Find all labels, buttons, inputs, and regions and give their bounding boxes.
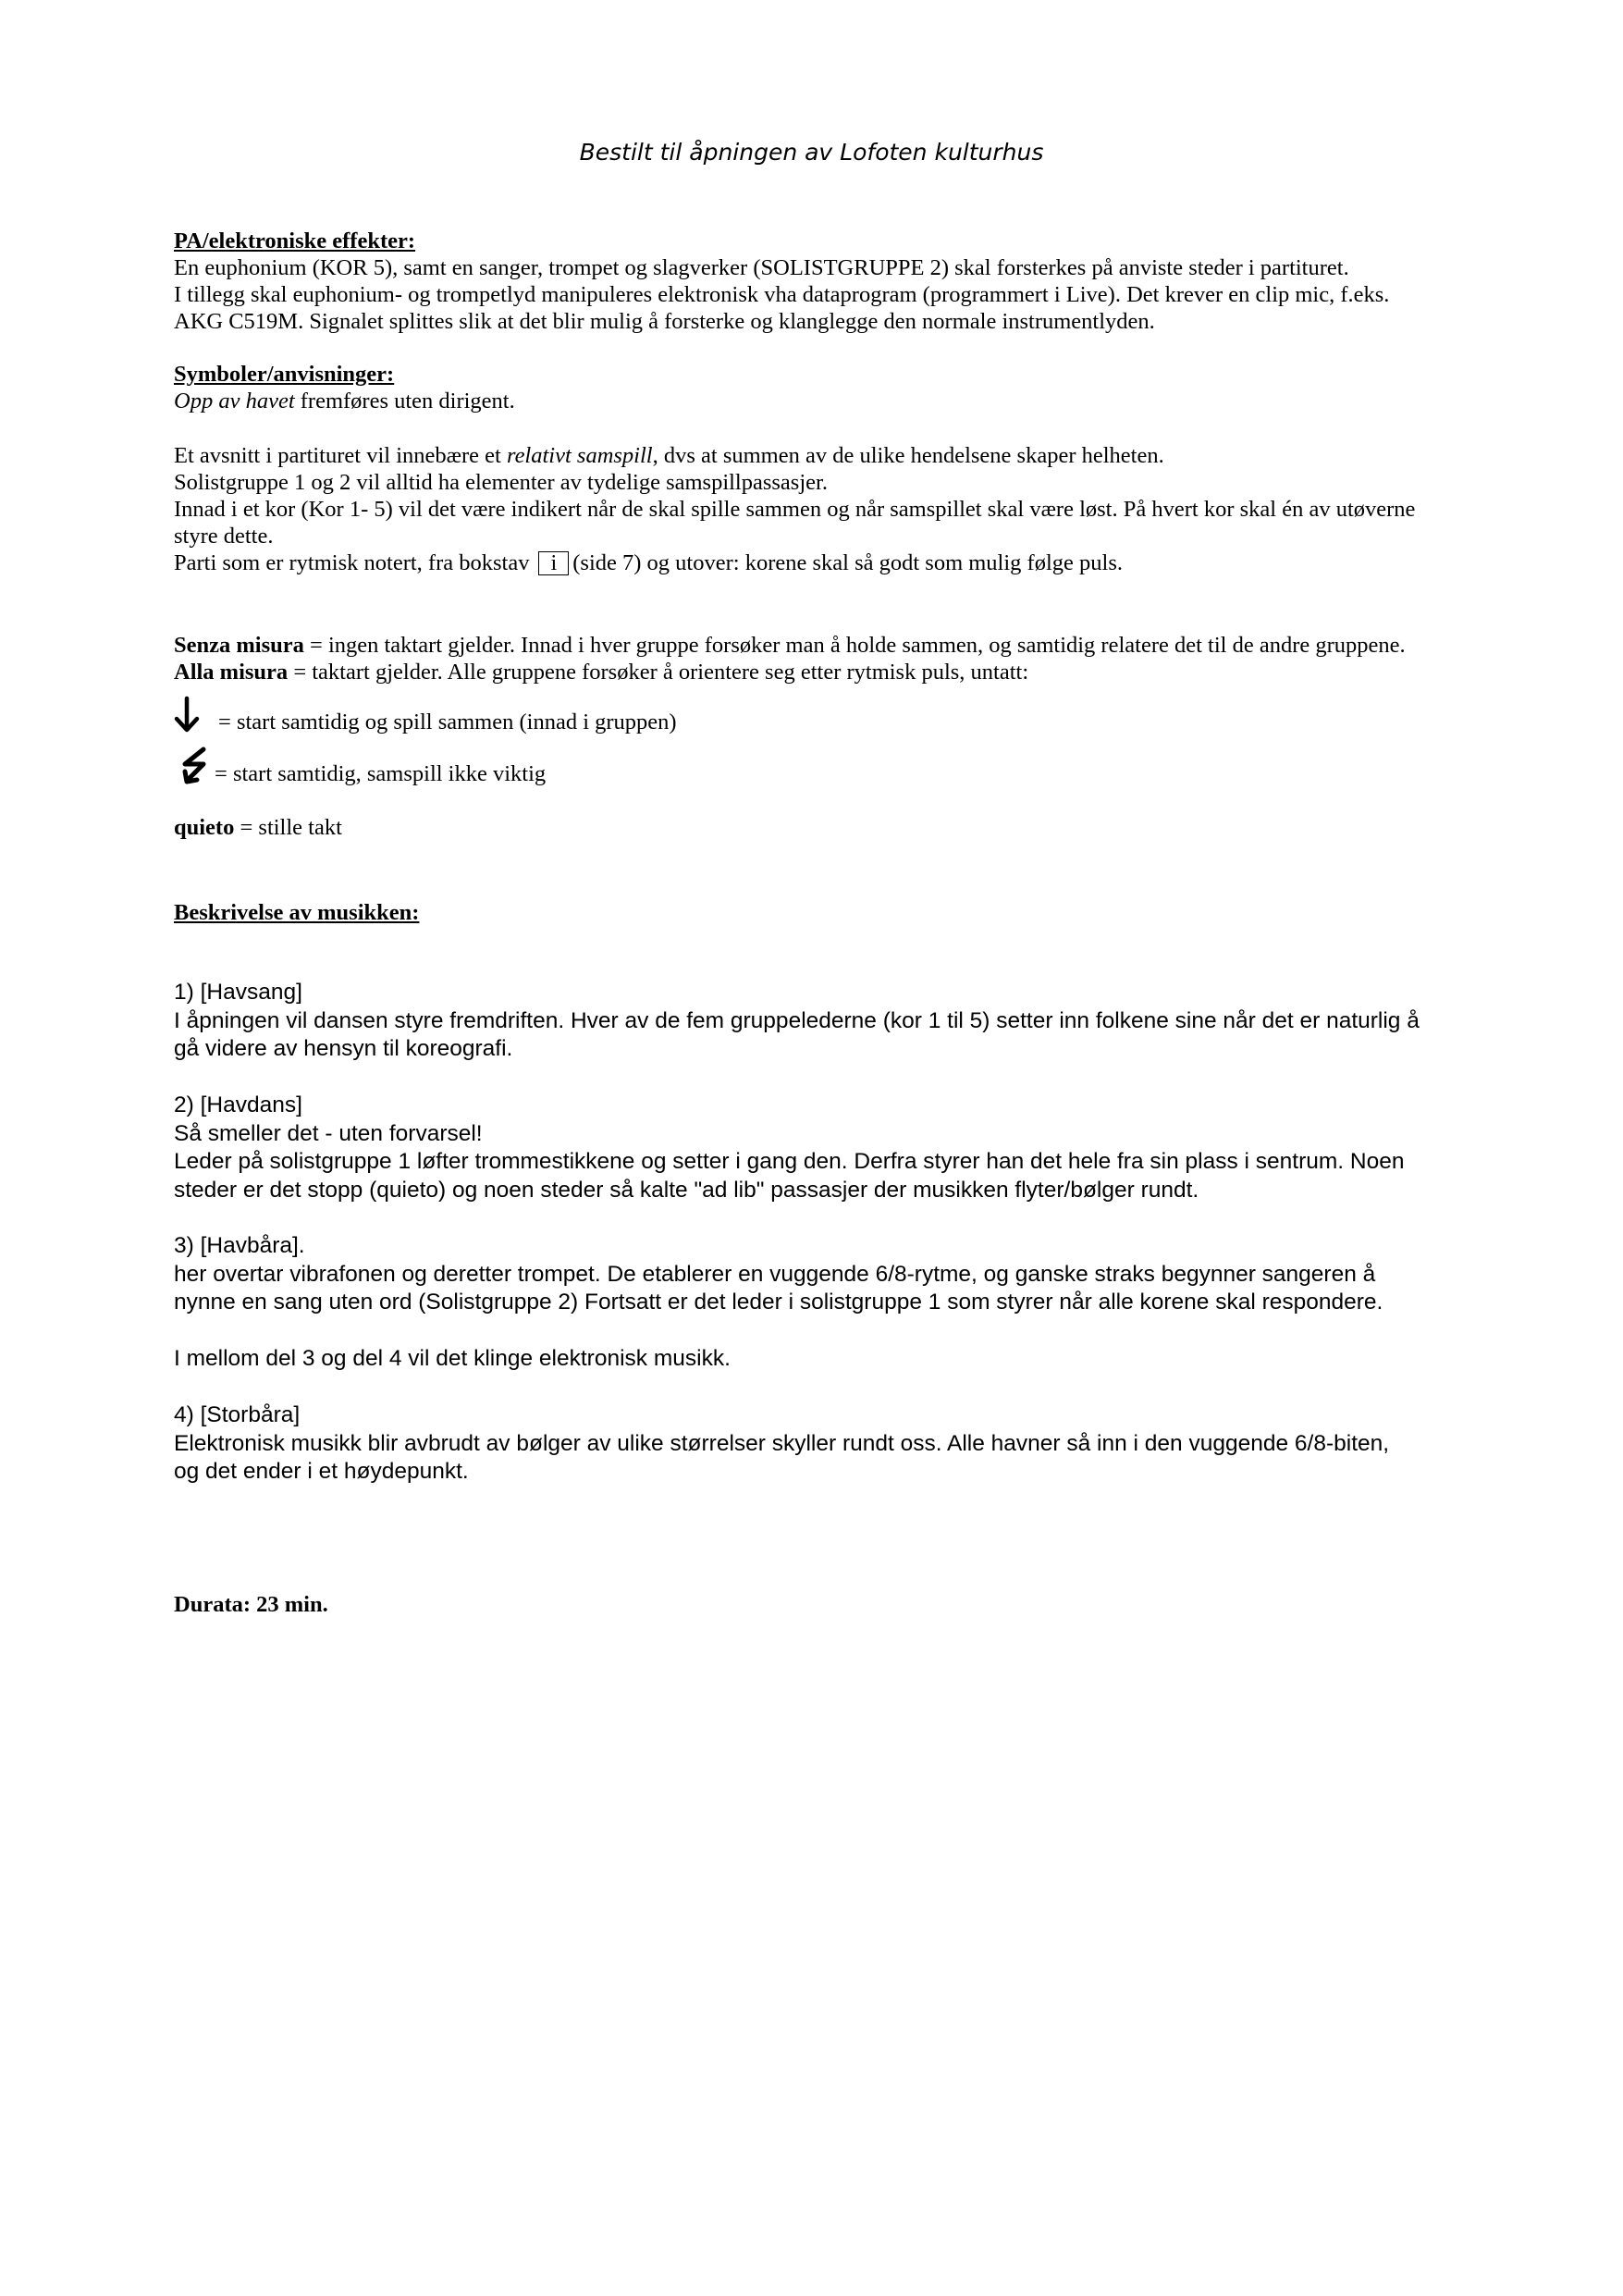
pa-line: I tillegg skal euphonium- og trompetlyd manipuleres elektronisk vha dataprogram (programmert i Live). Det krever en clip mic, f.eks. [174,282,1390,307]
description-heading-block [174,899,1469,926]
paragraph-line [174,442,1469,469]
section-line: Elektronisk musikk blir avbrudt av bølger av ulike størrelser skyller rundt oss. Alle havner så inn i den vuggende 6/8-biten, [174,1430,1390,1456]
symbols-line [174,388,1469,414]
symbol-explanation: = start samtidig og spill sammen (innad i gruppen) [218,710,677,734]
italic-term: relativt samspill [506,443,653,468]
section-title: 3) [Havbåra]. [174,1233,305,1258]
pa-section [174,228,1469,335]
symbols-heading: Symboler/anvisninger: [174,362,395,387]
section-title: 2) [Havdans] [174,1092,302,1117]
duration: Durata: 23 min. [174,1592,328,1617]
interlude-line: I mellom del 3 og del 4 vil det klinge elektronisk musikk. [174,1346,731,1371]
section-line: steder er det stopp (quieto) og noen steder så kalte "ad lib" passasjer der musikken flyter/bølger rundt. [174,1177,1199,1203]
section-line: nynne en sang uten ord (Solistgruppe 2) Fortsatt er det leder i solistgruppe 1 som styrer når alle korene skal respondere. [174,1290,1383,1315]
section-line: Leder på solistgruppe 1 løfter trommestikkene og setter i gang den. Derfra styrer han det hele fra sin plass i sentrum. Noen [174,1149,1405,1174]
symbols-text: fremføres uten dirigent. [294,389,515,414]
down-arrow-icon [174,696,200,739]
section-line: I åpningen vil dansen styre fremdriften. Hver av de fem gruppelederne (kor 1 til 5) setter inn folkene sine når det er naturlig å [174,1007,1420,1033]
text: Et avsnitt i partituret vil innebære et [174,443,507,468]
symbols-section [174,361,1469,414]
section-title: 1) [Havsang] [174,980,302,1005]
section-4 [174,1401,1469,1487]
quieto-line [174,814,1469,841]
term: Senza misura [174,633,304,658]
lightning-arrow-icon [176,746,213,791]
work-title: Opp av havet [174,389,295,414]
section-1 [174,979,1469,1064]
text: Parti som er rytmisk notert, fra bokstav [174,550,530,575]
alla-misura-line [174,659,1469,685]
pa-line: En euphonium (KOR 5), samt en sanger, trompet og slagverker (SOLISTGRUPPE 2) skal forsterkes på anviste steder i partituret. [174,255,1349,280]
document-title: Bestilt til åpningen av Lofoten kulturhus [579,139,1044,166]
section-2 [174,1092,1469,1204]
text: = ingen taktart gjelder. Innad i hver gruppe forsøker man å holde sammen, og samtidig relatere det til de andre gruppene. [303,633,1406,658]
text: , dvs at summen av de ulike hendelsene skaper helheten. [652,443,1164,468]
paragraph-line [174,549,1469,576]
section-line: Så smeller det - uten forvarsel! [174,1120,483,1146]
tempo-section [174,632,1469,685]
term: Alla misura [174,660,289,685]
duration-block [174,1591,1469,1618]
paragraph-line: styre dette. [174,524,274,549]
description-heading: Beskrivelse av musikken: [174,900,420,925]
symbol-explanation: = start samtidig, samspill ikke viktig [215,761,547,786]
quieto-definition [174,814,1469,841]
paragraph-line: Innad i et kor (Kor 1- 5) vil det være indikert når de skal spille sammen og når samspillet skal være løst. På hvert kor skal én av utøverne [174,497,1416,522]
interlude [174,1345,1469,1374]
relative-play-section [174,442,1469,576]
section-line: og det ender i et høydepunkt. [174,1459,469,1484]
section-3 [174,1232,1469,1317]
senza-misura-line [174,632,1469,659]
section-line: gå videre av hensyn til koreografi. [174,1036,513,1061]
section-title: 4) [Storbåra] [174,1402,301,1427]
paragraph-line: Solistgruppe 1 og 2 vil alltid ha elementer av tydelige samspillpassasjer. [174,470,828,495]
text: (side 7) og utover: korene skal så godt som mulig følge puls. [572,550,1123,575]
text: = stille takt [234,815,342,840]
section-line: her overtar vibrafonen og deretter trompet. De etablerer en vuggende 6/8-rytme, og ganske straks begynner sangeren å [174,1261,1376,1287]
term: quieto [174,815,235,840]
rehearsal-letter-box: i [538,551,569,575]
pa-line: AKG C519M. Signalet splittes slik at det blir mulig å forsterke og klanglegge den normale instrumentlyden. [174,309,1155,334]
text: = taktart gjelder. Alle gruppene forsøker å orientere seg etter rytmisk puls, untatt: [288,660,1029,685]
pa-heading: PA/elektroniske effekter: [174,228,416,253]
